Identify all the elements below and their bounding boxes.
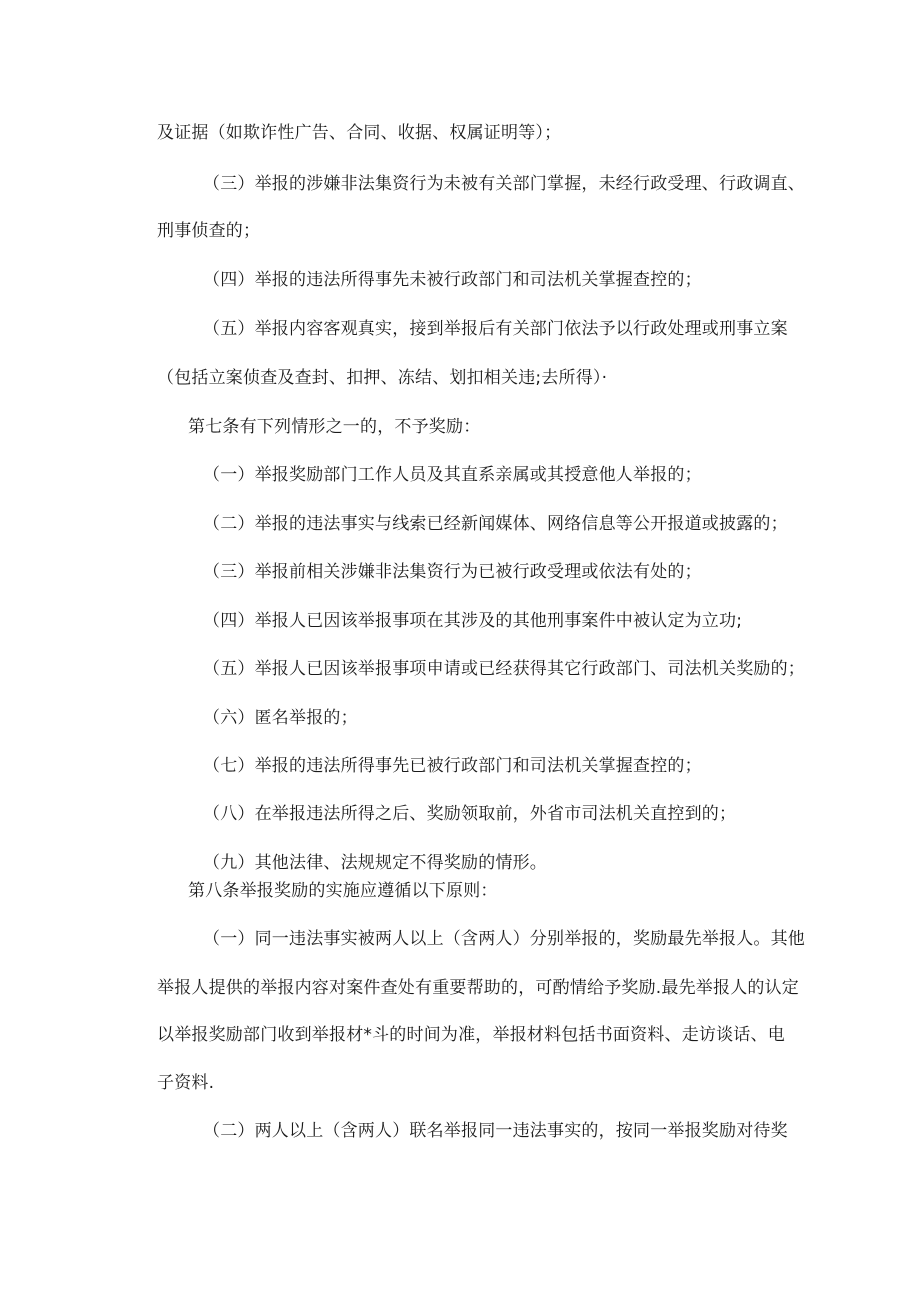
text-line: 子资料. bbox=[157, 1073, 215, 1093]
section-heading: 第八条举报奖励的实施应遵循以下原则： bbox=[188, 881, 498, 901]
text-line: （五）举报人已因该举报事项申请或已经获得其它行政部门、司法机关奖励的； bbox=[203, 659, 805, 679]
text-line: （二）两人以上（含两人）联名举报同一违法事实的，按同一举报奖励对待奖 bbox=[203, 1121, 788, 1141]
text-line: （包括立案侦查及查封、扣押、冻结、划扣相关违;去所得）· bbox=[157, 368, 608, 388]
text-line: （四）举报人已因该举报事项在其涉及的其他刑事案件中被认定为立功; bbox=[203, 611, 743, 631]
text-line: （八）在举报违法所得之后、奖励领取前，外省市司法机关直控到的； bbox=[203, 804, 737, 824]
text-line: （五）举报内容客观真实，接到举报后有关部门依法予以行政处理或刑事立案 bbox=[203, 319, 788, 339]
text-line: （一）举报奖励部门工作人员及其直系亲属或其授意他人举报的； bbox=[203, 465, 702, 485]
section-heading: 第七条有下列情形之一的，不予奖励： bbox=[188, 417, 481, 437]
text-line: （二）举报的违法事实与线索已经新闻媒体、网络信息等公开报道或披露的； bbox=[203, 514, 788, 534]
text-line: （七）举报的违法所得事先已被行政部门和司法机关掌握查控的； bbox=[203, 756, 702, 776]
text-line: 刑事侦查的； bbox=[157, 221, 261, 241]
text-line: （六）匿名举报的； bbox=[203, 708, 358, 728]
text-line: 以举报奖励部门收到举报材*斗的时间为准，举报材料包括书面资料、走访谈话、电 bbox=[157, 1025, 785, 1045]
text-line: 举报人提供的举报内容对案件查处有重要帮助的，可酌情给予奖励.最先举报人的认定 bbox=[157, 978, 800, 998]
text-line: （三）举报前相关涉嫌非法集资行为已被行政受理或依法有处的； bbox=[203, 562, 702, 582]
text-line: （四）举报的违法所得事先未被行政部门和司法机关掌握查控的； bbox=[203, 270, 702, 290]
text-line: （三）举报的涉嫌非法集资行为未被有关部门掌握，未经行政受理、行政调直、 bbox=[203, 174, 805, 194]
text-line: 及证据（如欺诈性广告、合同、收据、权属证明等）； bbox=[157, 123, 562, 143]
text-line: （一）同一违法事实被两人以上（含两人）分别举报的，奖励最先举报人。其他 bbox=[203, 929, 805, 949]
text-line: （九）其他法律、法规规定不得奖励的情形。 bbox=[203, 853, 547, 873]
